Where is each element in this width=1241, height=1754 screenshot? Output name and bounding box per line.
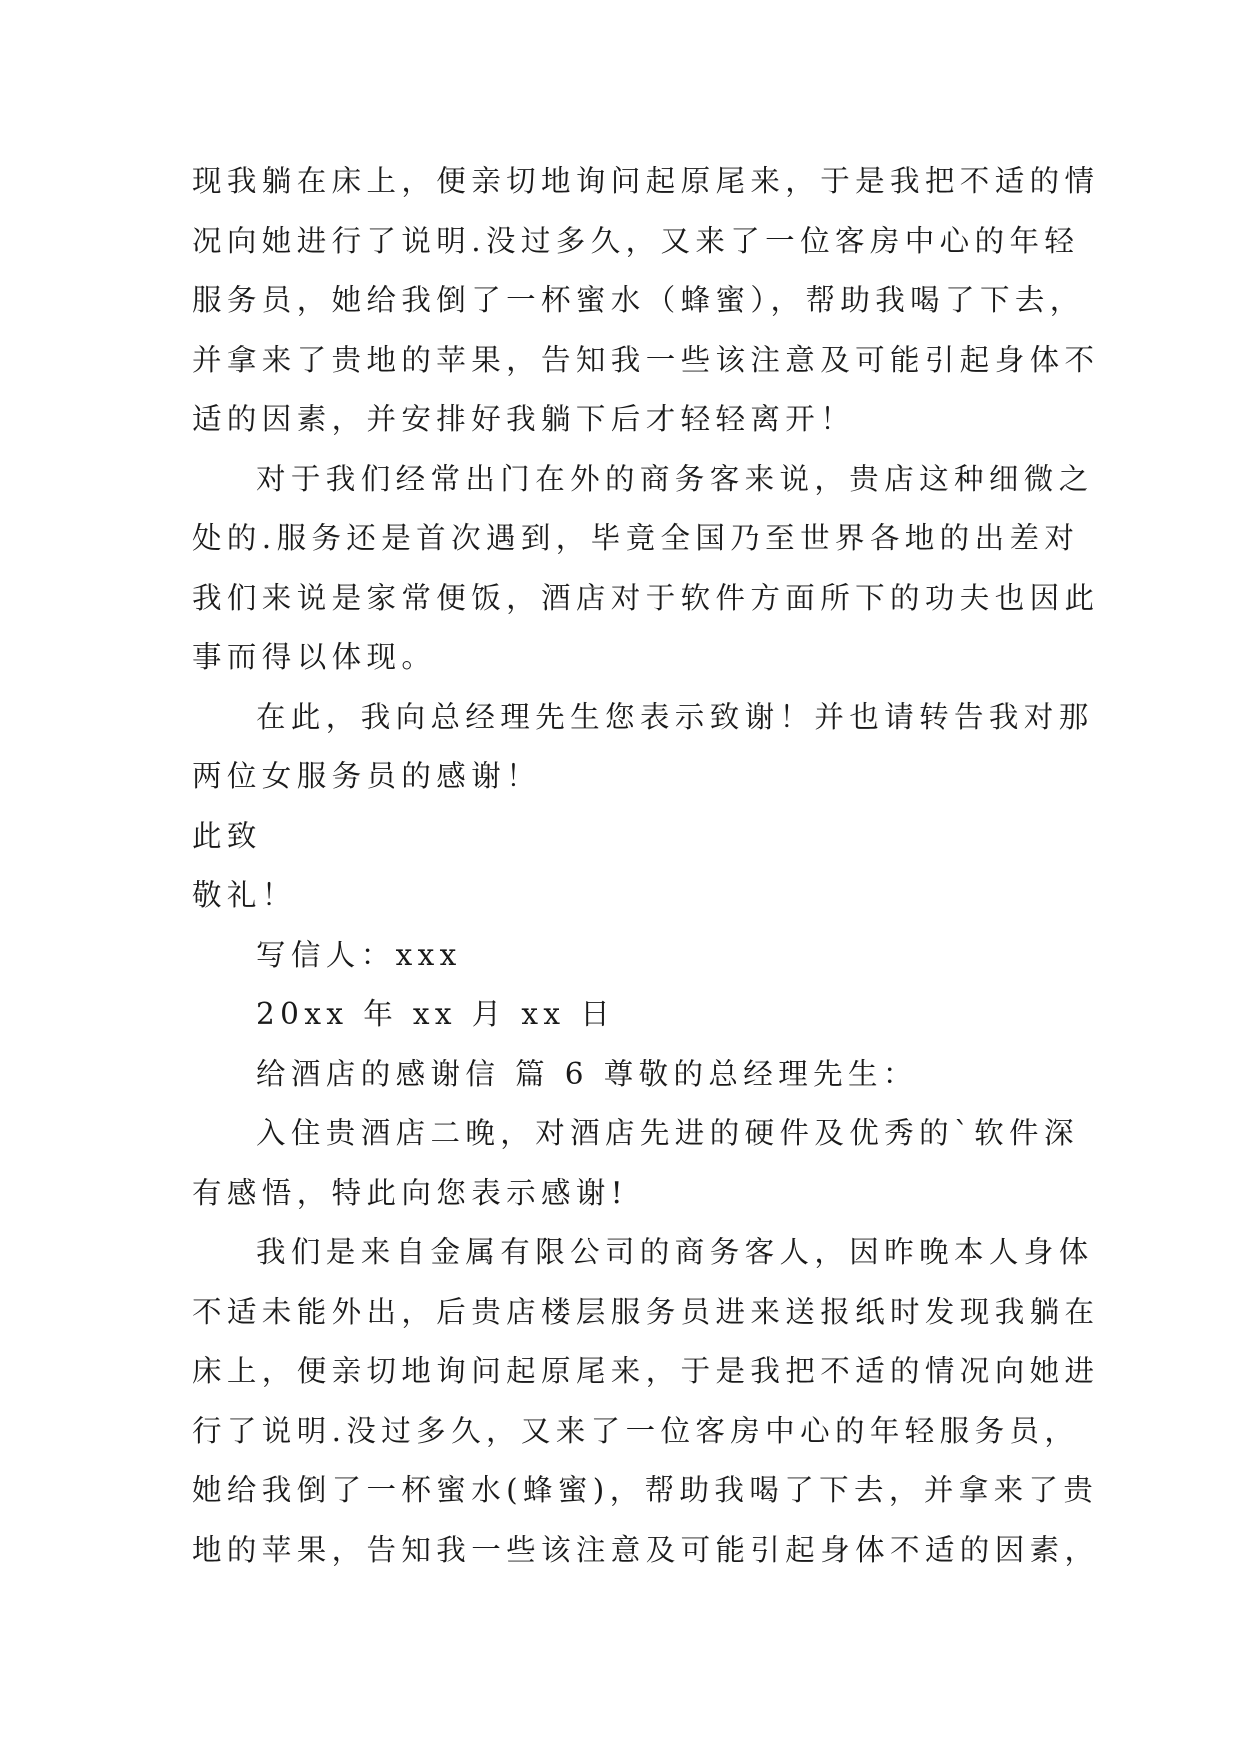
text-line: 地的苹果，告知我一些该注意及可能引起身体不适的因素， — [192, 1532, 1100, 1567]
text-line: 不适未能外出，后贵店楼层服务员进来送报纸时发现我躺在 — [192, 1294, 1100, 1329]
letter-body — [192, 152, 1100, 1580]
text-line: 现我躺在床上，便亲切地询问起原尾来，于是我把不适的情 — [192, 164, 1100, 198]
text-line: 适的因素，并安排好我躺下后才轻轻离开！ — [192, 402, 856, 436]
text-line: 有感悟，特此向您表示感谢! — [192, 1175, 629, 1210]
text-line: 并拿来了贵地的苹果，告知我一些该注意及可能引起身体不 — [192, 342, 1100, 377]
text-line: 况向她进行了说明.没过多久，又来了一位客房中心的年轻 — [192, 223, 1080, 258]
paragraph-start-line: 对于我们经常出门在外的商务客来说，贵店这种细微之 — [256, 461, 1094, 496]
text-line: 服务员，她给我倒了一杯蜜水（蜂蜜），帮助我喝了下去， — [192, 283, 1085, 317]
text-line: 事而得以体现。 — [192, 640, 437, 674]
text-line: 两位女服务员的感谢！ — [192, 759, 542, 793]
text-line: 处的.服务还是首次遇到，毕竟全国乃至世界各地的出差对 — [192, 521, 1080, 555]
text-line: 我们来说是家常便饭，酒店对于软件方面所下的功夫也因此 — [192, 580, 1100, 615]
text-line: 行了说明.没过多久，又来了一位客房中心的年轻服务员， — [192, 1413, 1080, 1448]
date-line: 20xx 年 xx 月 xx 日 — [256, 997, 616, 1031]
paragraph-start-line: 我们是来自金属有限公司的商务客人，因昨晚本人身体 — [256, 1235, 1094, 1269]
paragraph-start-line: 入住贵酒店二晚，对酒店先进的硬件及优秀的`软件深 — [256, 1116, 1079, 1150]
salutation-line: 敬礼！ — [192, 878, 297, 912]
paragraph-start-line: 在此，我向总经理先生您表示致谢！并也请转告我对那 — [256, 699, 1094, 734]
text-line: 床上，便亲切地询问起原尾来，于是我把不适的情况向她进 — [192, 1354, 1100, 1388]
closing-line: 此致 — [192, 818, 262, 853]
signature-line: 写信人：xxx — [256, 937, 462, 972]
text-line: 她给我倒了一杯蜜水(蜂蜜)，帮助我喝了下去，并拿来了贵 — [192, 1473, 1099, 1507]
section-heading-line: 给酒店的感谢信 篇 6 尊敬的总经理先生： — [256, 1056, 918, 1091]
